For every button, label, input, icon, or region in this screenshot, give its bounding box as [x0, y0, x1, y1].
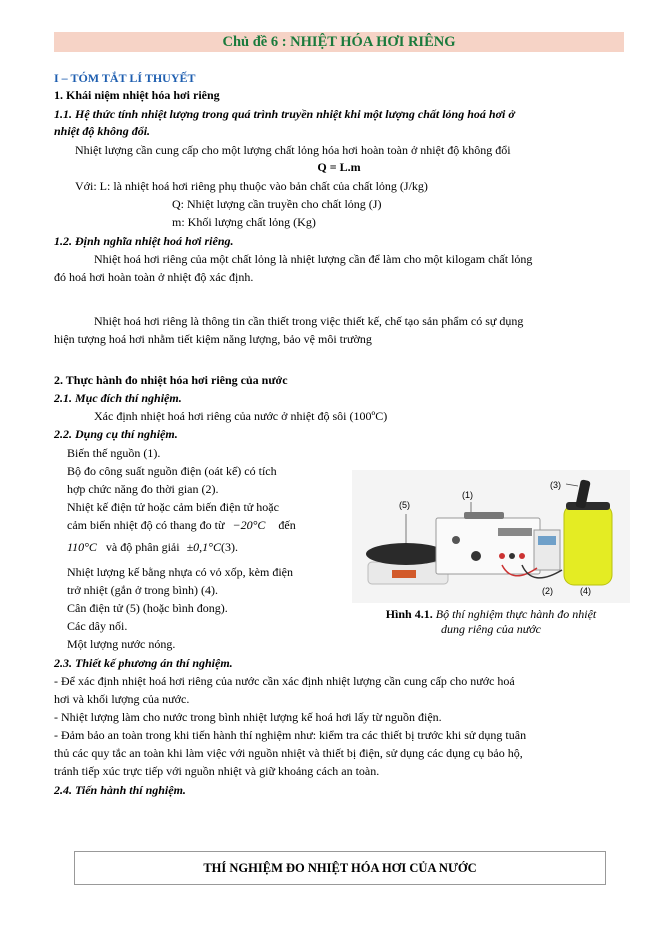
definition-line2: đó hoá hơi hoàn toàn ở nhiệt độ xác định.	[54, 270, 254, 284]
tool-item: Bộ đo công suất nguồn điện (oát kế) có tích	[67, 464, 277, 478]
apparatus-illustration	[352, 470, 630, 603]
purpose-text: Xác định nhiệt hoá hơi riêng của nước ở nhiệt độ sôi (100ºC)	[94, 409, 388, 423]
tool-item: Một lượng nước nóng.	[67, 637, 176, 651]
definition-L: Với: L: là nhiệt hoá hơi riêng phụ thuộc vào bản chất của chất lỏng (J/kg)	[75, 179, 428, 193]
tool-item: Nhiệt lượng kế bằng nhựa có vỏ xốp, kèm điện	[67, 565, 293, 579]
calorimeter-icon	[564, 502, 612, 585]
fig-label-2: (2)	[542, 586, 553, 596]
fig-label-1: (1)	[462, 490, 473, 500]
tool-item	[67, 518, 296, 533]
subheading-concept: 1. Khái niệm nhiệt hóa hơi riêng	[54, 88, 220, 102]
resolution-value: ±0,1°C	[186, 540, 221, 554]
tool-item: Biến thế nguồn (1).	[67, 446, 161, 460]
subheading-2-1: 2.1. Mục đích thí nghiệm.	[54, 391, 182, 405]
tool-resolution-prefix: và độ phân giải	[105, 540, 180, 554]
fig-label-4: (4)	[580, 586, 591, 596]
definition-line1: Nhiệt hoá hơi riêng của một chất lỏng là nhiệt lượng cần để làm cho một kilogam chất lỏng	[94, 252, 533, 266]
figure-caption	[352, 607, 630, 637]
figure-caption-text1: Bộ thí nghiệm thực hành đo nhiệt	[432, 607, 597, 621]
application-line1: Nhiệt hoá hơi riêng là thông tin cần thiết trong việc thiết kế, chế tạo sản phẩm có sự dụng	[94, 314, 524, 328]
paragraph-heat-needed: Nhiệt lượng cần cung cấp cho một lượng chất lỏng hóa hơi hoàn toàn ở nhiệt độ không đổi	[75, 143, 511, 157]
figure-caption-text2: dung riêng của nước	[441, 622, 541, 636]
definition-m: m: Khối lượng chất lỏng (Kg)	[172, 215, 316, 229]
tool-resolution-suffix: (3).	[220, 540, 238, 554]
design-line: tránh tiếp xúc trực tiếp với nguồn nhiệt và giữ khoảng cách an toàn.	[54, 764, 380, 778]
subheading-1-1-line2: nhiệt độ không đổi.	[54, 124, 151, 138]
design-line: - Nhiệt lượng làm cho nước trong bình nhiệt lượng kế hoá hơi lấy từ nguồn điện.	[54, 710, 442, 724]
application-line2: hiện tượng hoá hơi nhằm tiết kiệm năng lượng, bảo vệ môi trường	[54, 332, 372, 346]
tool-range-to: đến	[278, 518, 296, 532]
definition-Q: Q: Nhiệt lượng cần truyền cho chất lỏng (J)	[172, 197, 382, 211]
tool-item: Nhiệt kế điện tử hoặc cảm biến điện tử hoặc	[67, 500, 279, 514]
subheading-1-2: 1.2. Định nghĩa nhiệt hoá hơi riêng.	[54, 234, 234, 248]
fig-label-5: (5)	[399, 500, 410, 510]
experiment-title-box: THÍ NGHIỆM ĐO NHIỆT HÓA HƠI CỦA NƯỚC	[74, 851, 606, 885]
tool-range-prefix: cảm biến nhiệt độ có thang đo từ	[67, 518, 225, 532]
tool-item: Cân điện tử (5) (hoặc bình đong).	[67, 601, 228, 615]
subheading-2-2: 2.2. Dụng cụ thí nghiệm.	[54, 427, 178, 441]
power-supply-icon	[436, 512, 540, 574]
range-high: 110°C	[67, 540, 97, 554]
wattmeter-icon	[534, 530, 560, 570]
section-heading-summary: I – TÓM TẮT LÍ THUYẾT	[54, 71, 196, 85]
design-line: hơi và khối lượng của nước.	[54, 692, 190, 706]
range-low: −20°C	[232, 518, 266, 532]
page-title: Chủ đề 6 : NHIỆT HÓA HƠI RIÊNG	[54, 32, 624, 52]
subheading-1-1-line1: 1.1. Hệ thức tính nhiệt lượng trong quá trình truyền nhiệt khi một lượng chất lỏng hoá hơi ở	[54, 107, 515, 121]
tool-item: trở nhiệt (gắn ở trong bình) (4).	[67, 583, 218, 597]
design-line: - Đảm bảo an toàn trong khi tiến hành thí nghiệm như: kiểm tra các thiết bị trước khi sử dụng tuân	[54, 728, 527, 742]
subheading-2-4: 2.4. Tiến hành thí nghiệm.	[54, 783, 186, 797]
figure-apparatus	[352, 470, 630, 603]
subheading-2-3: 2.3. Thiết kế phương án thí nghiệm.	[54, 656, 233, 670]
design-line: - Để xác định nhiệt hoá hơi riêng của nước cần xác định nhiệt lượng cần cung cấp cho nước hoá	[54, 674, 515, 688]
tool-item: hợp chức năng đo thời gian (2).	[67, 482, 219, 496]
section-heading-practice: 2. Thực hành đo nhiệt hóa hơi riêng của nước	[54, 373, 288, 387]
fig-label-3: (3)	[550, 480, 561, 490]
tool-item	[67, 540, 238, 555]
figure-caption-label: Hình 4.1.	[385, 607, 433, 621]
tool-item: Các dây nối.	[67, 619, 128, 633]
formula: Q = L.m	[317, 160, 361, 174]
design-line: thủ các quy tắc an toàn khi làm việc với nguồn nhiệt và thiết bị điện, sử dụng các dụng cụ bảo hộ,	[54, 746, 523, 760]
